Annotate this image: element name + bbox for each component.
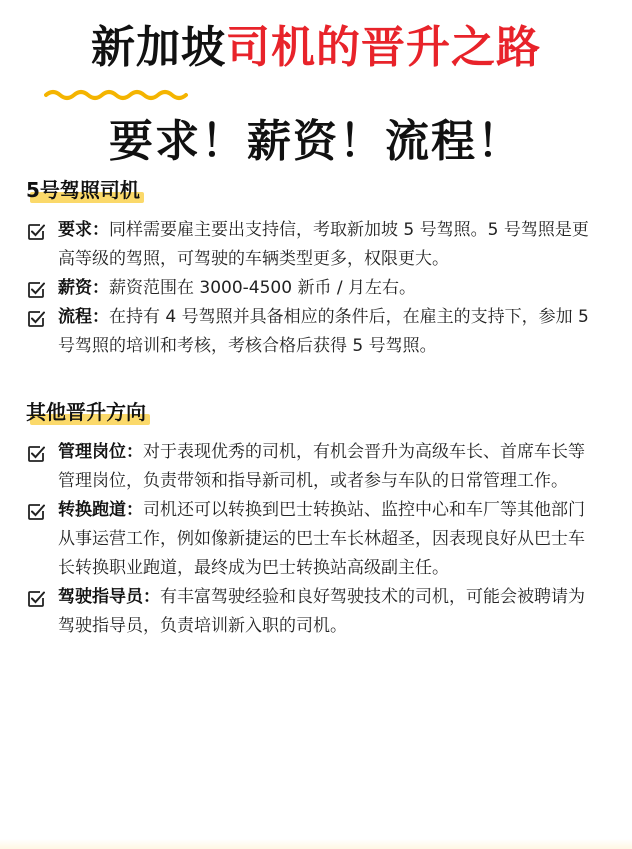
list-item	[0, 496, 632, 583]
item-text: 对于表现优秀的司机，有机会晋升为高级车长、首席车长等管理岗位，负责带领和指导新司机，或者参与车队的日常管理工作。	[58, 442, 585, 491]
list-item	[0, 438, 632, 496]
list-item	[0, 216, 632, 274]
list-item	[0, 274, 632, 303]
item-label: 流程：	[58, 307, 109, 327]
section-other-paths	[0, 398, 632, 641]
wavy-underline-icon	[44, 88, 194, 102]
checked-box-icon	[27, 445, 45, 463]
section-heading: 5号驾照司机	[26, 176, 140, 204]
checked-box-icon	[27, 310, 45, 328]
list-item	[0, 303, 632, 361]
item-label: 薪资：	[58, 278, 109, 298]
item-text: 有丰富驾驶经验和良好驾驶技术的司机，可能会被聘请为驾驶指导员，负责培训新入职的司机。	[58, 587, 585, 636]
checked-box-icon	[27, 503, 45, 521]
checked-box-icon	[27, 281, 45, 299]
item-label: 管理岗位：	[58, 442, 143, 462]
item-text: 司机还可以转换到巴士转换站、监控中心和车厂等其他部门从事运营工作，例如像新捷运的巴士车长林超圣，因表现良好从巴士车长转换职业跑道，最终成为巴士转换站高级副主任。	[58, 500, 585, 578]
main-title	[91, 18, 541, 78]
item-label: 转换跑道：	[58, 500, 143, 520]
item-text: 在持有 4 号驾照并具备相应的条件后，在雇主的支持下，参加 5 号驾照的培训和考核，考核合格后获得 5 号驾照。	[58, 307, 589, 356]
list-item	[0, 583, 632, 641]
checked-box-icon	[27, 223, 45, 241]
title-block	[0, 18, 632, 170]
requirement-list	[0, 216, 632, 361]
subtitle: 要求！薪资！流程！	[109, 116, 523, 167]
title-highlight: 司机的晋升之路	[226, 22, 541, 73]
item-text: 同样需要雇主要出支持信，考取新加坡 5 号驾照。5 号驾照是更高等级的驾照，可驾驶的车辆类型更多，权限更大。	[58, 220, 589, 269]
bottom-fade	[0, 839, 632, 849]
checked-box-icon	[27, 590, 45, 608]
item-label: 要求：	[58, 220, 109, 240]
item-text: 薪资范围在 3000-4500 新币 / 月左右。	[109, 278, 417, 298]
section-heading: 其他晋升方向	[26, 398, 146, 426]
career-path-list	[0, 438, 632, 641]
section-class5-license	[0, 176, 632, 361]
title-location: 新加坡	[91, 22, 226, 73]
item-label: 驾驶指导员：	[58, 587, 160, 607]
